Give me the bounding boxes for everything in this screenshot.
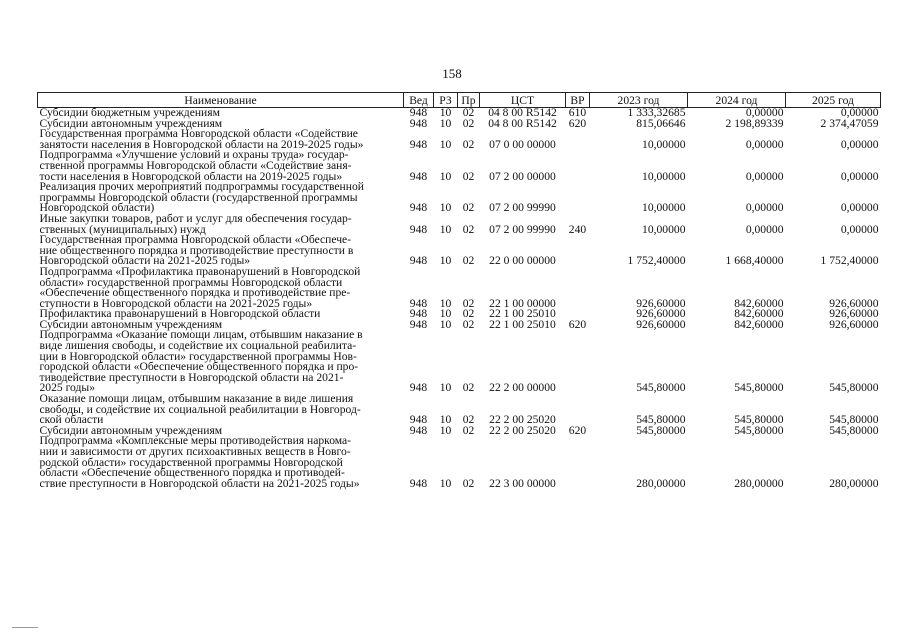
cell-vr: 620: [568, 423, 587, 437]
cell-vr: [566, 235, 590, 267]
cell-rz: 10: [439, 137, 452, 151]
header-2023: 2023 год: [590, 93, 688, 108]
cell-rz: 10: [439, 116, 452, 130]
cell-2025: 0,00000: [840, 222, 879, 236]
header-pr: Пр: [458, 93, 480, 108]
cell-name: Реализация прочих мероприятий подпрограммы государственной программы Новгородской области (государственной программы Новгородской области): [39, 180, 364, 215]
cell-pr: 02: [462, 413, 475, 427]
cell-cst: 22 2 00 25020: [489, 413, 556, 427]
cell-ved: 948: [409, 423, 428, 437]
cell-rz: 10: [439, 317, 452, 331]
cell-rz: 10: [439, 254, 452, 268]
cell-2023: 926,60000: [636, 317, 686, 331]
cell-2023: 545,80000: [636, 413, 686, 427]
cell-2023: 815,06646: [636, 116, 686, 130]
cell-ved: 948: [409, 222, 428, 236]
cell-pr: 02: [462, 116, 475, 130]
cell-pr: 02: [462, 201, 475, 215]
table-row: [38, 129, 881, 150]
cell-rz: 10: [439, 381, 452, 395]
cell-name: Субсидии автономным учреждениям: [39, 423, 223, 437]
cell-2025: 0,00000: [840, 106, 879, 119]
cell-cst: 22 3 00 00000: [489, 476, 556, 490]
cell-vr: 610: [568, 106, 587, 119]
cell-2025: 926,60000: [829, 317, 879, 331]
cell-2025: 2 374,47059: [820, 116, 879, 130]
cell-2024: 280,00000: [734, 476, 784, 490]
cell-rz: 10: [439, 413, 452, 427]
cell-2023: 926,60000: [636, 296, 686, 310]
cell-pr: 02: [462, 296, 475, 310]
cell-name: Субсидии автономным учреждениям: [39, 116, 223, 130]
cell-pr: 02: [462, 106, 475, 119]
cell-pr: 02: [462, 222, 475, 236]
table-row: [38, 267, 881, 309]
cell-name: Иные закупки товаров, работ и услуг для обеспечения государ- ственных (муниципальных) нужд: [39, 211, 352, 236]
cell-2023: 1 333,32685: [627, 106, 686, 119]
cell-vr: 620: [568, 317, 587, 331]
cell-2024: 0,00000: [745, 201, 784, 215]
cell-2023: 926,60000: [636, 307, 686, 321]
cell-cst: 22 2 00 25020: [489, 423, 556, 437]
cell-name: Подпрограмма «Оказание помощи лицам, отбывшим наказание в виде лишения свободы, и содействие их социальной реабилита- ции в Новгородской области» государственной программы Нов- городской области «Обеспечение общественного порядка и про- тиводействие преступности в Новгородской области на 2021- 2025 годы»: [39, 328, 363, 395]
cell-2025: 0,00000: [840, 201, 879, 215]
cell-2024: 0,00000: [745, 137, 784, 151]
cell-pr: 02: [462, 307, 475, 321]
cell-ved: 948: [409, 169, 428, 183]
cell-2023: 280,00000: [636, 476, 686, 490]
cell-pr: 02: [462, 476, 475, 490]
cell-2024: 0,00000: [745, 169, 784, 183]
cell-cst: 22 1 00 00000: [489, 296, 556, 310]
cell-2024: 0,00000: [745, 106, 784, 119]
cell-2025: 545,80000: [829, 413, 879, 427]
cell-2024: 1 668,40000: [725, 254, 784, 268]
cell-2025: 545,80000: [829, 381, 879, 395]
cell-2023: 10,00000: [642, 137, 686, 151]
cell-name: Профилактика правонарушений в Новгородской области: [39, 307, 321, 321]
cell-2024: 0,00000: [745, 222, 784, 236]
page-number: 158: [442, 66, 462, 81]
cell-ved: 948: [409, 307, 428, 321]
header-ved: Вед: [404, 93, 434, 108]
cell-2023: 545,80000: [636, 381, 686, 395]
cell-2023: 10,00000: [642, 201, 686, 215]
header-rz: РЗ: [434, 93, 458, 108]
cell-rz: 10: [439, 476, 452, 490]
cell-2024: 842,60000: [734, 296, 784, 310]
cell-2023: 10,00000: [642, 169, 686, 183]
cell-cst: 07 2 00 99990: [489, 222, 556, 236]
cell-cst: 22 1 00 25010: [489, 317, 556, 331]
cell-name: Подпрограмма «Улучшение условий и охраны труда» государ- ственной программы Новгородской области «Содействие заня- тости населения в Новгородской области на 2019-2025 годы»: [39, 148, 352, 183]
cell-2025: 926,60000: [829, 296, 879, 310]
cell-2024: 545,80000: [734, 423, 784, 437]
cell-ved: 948: [409, 137, 428, 151]
cell-cst: 22 0 00 00000: [489, 254, 556, 268]
cell-name: Государственная программа Новгородской области «Содействие занятости населения в Новгородской области на 2019-2025 годы»: [39, 127, 364, 151]
cell-vr: [566, 150, 590, 182]
cell-rz: 10: [439, 169, 452, 183]
cell-2024: 842,60000: [734, 307, 784, 321]
table-row: [38, 330, 881, 394]
cell-name: Подпрограмма «Комплексные меры противодействия наркома- нии и зависимости от других психоактивных веществ в Новго- родской области» государственной программы Новгородской области «Обеспечение общественного порядка и противодей- ствие преступности в Новгородской области на 2021-2025 годы»: [39, 434, 360, 490]
table-row: [38, 436, 881, 489]
cell-2025: 926,60000: [829, 307, 879, 321]
cell-name: Оказание помощи лицам, отбывшим наказание в виде лишения свободы, и содействие их социальной реабилитации в Новгород- ской области: [39, 392, 361, 427]
cell-pr: 02: [462, 254, 475, 268]
cell-rz: 10: [439, 106, 452, 119]
table-row: [38, 394, 881, 426]
budget-table: [37, 92, 881, 489]
cell-vr: 620: [568, 116, 587, 130]
cell-rz: 10: [439, 201, 452, 215]
cell-ved: 948: [409, 201, 428, 215]
cell-cst: 07 0 00 00000: [489, 137, 556, 151]
cell-2024: 545,80000: [734, 381, 784, 395]
cell-2025: 0,00000: [840, 169, 879, 183]
cell-name: Субсидии бюджетным учреждениям: [39, 106, 220, 119]
cell-2025: 280,00000: [829, 476, 879, 490]
footer-divider: [12, 627, 38, 628]
cell-rz: 10: [439, 296, 452, 310]
table-row: [38, 214, 881, 235]
cell-ved: 948: [409, 296, 428, 310]
header-name: Наименование: [38, 93, 404, 108]
cell-2024: 2 198,89339: [725, 116, 784, 130]
cell-ved: 948: [409, 116, 428, 130]
cell-ved: 948: [409, 413, 428, 427]
cell-ved: 948: [409, 476, 428, 490]
cell-2025: 545,80000: [829, 423, 879, 437]
cell-ved: 948: [409, 317, 428, 331]
cell-ved: 948: [409, 381, 428, 395]
cell-pr: 02: [462, 423, 475, 437]
cell-vr: [566, 394, 590, 426]
cell-2025: 0,00000: [840, 137, 879, 151]
table-row: [38, 182, 881, 214]
header-vr: ВР: [566, 93, 590, 108]
cell-pr: 02: [462, 169, 475, 183]
cell-cst: 04 8 00 R5142: [488, 116, 557, 130]
cell-vr: [566, 182, 590, 214]
header-2025: 2025 год: [786, 93, 881, 108]
cell-2023: 1 752,40000: [627, 254, 686, 268]
cell-vr: [566, 267, 590, 309]
cell-cst: 22 1 00 25010: [489, 307, 556, 321]
cell-cst: 07 2 00 00000: [489, 169, 556, 183]
cell-name: Субсидии автономным учреждениям: [39, 317, 223, 331]
cell-2025: 1 752,40000: [820, 254, 879, 268]
cell-ved: 948: [409, 106, 428, 119]
cell-vr: [566, 129, 590, 150]
cell-cst: 22 2 00 00000: [489, 381, 556, 395]
cell-pr: 02: [462, 381, 475, 395]
cell-cst: 04 8 00 R5142: [488, 106, 557, 119]
table-row: [38, 235, 881, 267]
cell-name: Подпрограмма «Профилактика правонарушений в Новгородской области» государственной программы Новгородской области «Обеспечение общественного порядка и противодействие пре- ступности в Новгородской области на 2021-2025 годы»: [39, 264, 361, 310]
cell-pr: 02: [462, 317, 475, 331]
cell-rz: 10: [439, 307, 452, 321]
header-cst: ЦСТ: [480, 93, 566, 108]
cell-cst: 07 2 00 99990: [489, 201, 556, 215]
cell-rz: 10: [439, 222, 452, 236]
table-body: [38, 108, 881, 490]
cell-vr: 240: [568, 222, 587, 236]
cell-rz: 10: [439, 423, 452, 437]
cell-name: Государственная программа Новгородской области «Обеспече- ние общественного порядка и противодействие преступности в Новгородской области на 2021-2025 годы»: [39, 233, 354, 268]
cell-2024: 842,60000: [734, 317, 784, 331]
cell-ved: 948: [409, 254, 428, 268]
cell-2023: 545,80000: [636, 423, 686, 437]
header-2024: 2024 год: [688, 93, 786, 108]
cell-vr: [566, 436, 590, 489]
cell-2023: 10,00000: [642, 222, 686, 236]
table-row: [38, 150, 881, 182]
cell-2024: 545,80000: [734, 413, 784, 427]
cell-pr: 02: [462, 137, 475, 151]
cell-vr: [566, 330, 590, 394]
